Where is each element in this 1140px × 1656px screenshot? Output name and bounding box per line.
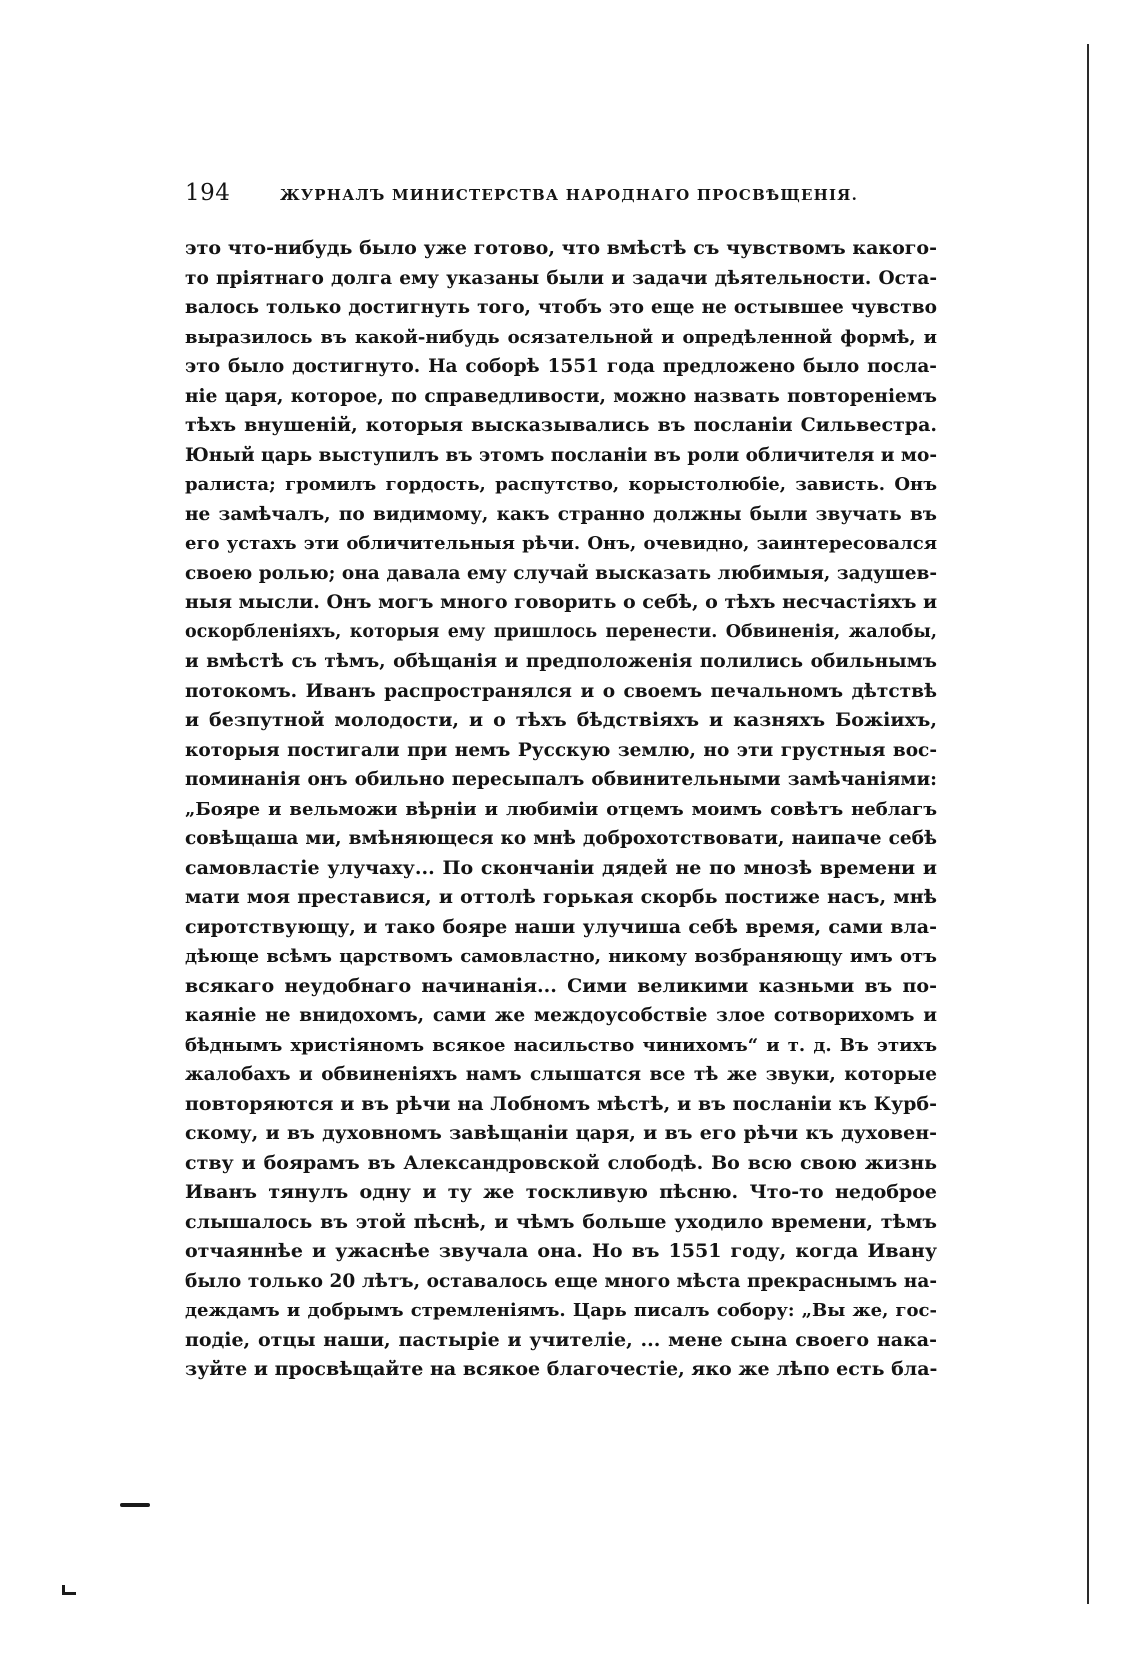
- body-text: [185, 234, 937, 1385]
- text-line: бѣднымъ христіяномъ всякое насильство чинихомъ“ и т. д. Въ этихъ: [185, 1034, 937, 1056]
- text-line: самовластіе улучаху... По скончаніи дядей не по мнозѣ времени и: [185, 856, 937, 879]
- text-line: подіе, отцы наши, пастыріе и учителіе, ... мене сына своего нака-: [185, 1328, 937, 1351]
- text-line: зуйте и просвѣщайте на всякое благочестіе, яко же лѣпо есть бла-: [185, 1358, 937, 1380]
- text-line: и безпутной молодости, и о тѣхъ бѣдствіяхъ и казняхъ Божіихъ,: [185, 709, 937, 731]
- scan-mark-dash: [120, 1503, 150, 1507]
- text-line: и вмѣстѣ съ тѣмъ, обѣщанія и предположенія полились обильнымъ: [185, 651, 937, 672]
- page-number: 194: [185, 180, 231, 206]
- text-line: сиротствующу, и тако бояре наши улучиша себѣ время, сами вла-: [185, 915, 937, 938]
- text-line: своею ролью; она давала ему случай высказать любимыя, задушев-: [185, 562, 937, 584]
- text-line: тѣхъ внушеній, которыя высказывались въ посланіи Сильвестра.: [185, 414, 937, 436]
- scan-mark-corner: [62, 1585, 76, 1595]
- text-line: ныя мысли. Онъ могъ много говорить о себѣ, о тѣхъ несчастіяхъ и: [185, 591, 937, 613]
- text-line: слышалось въ этой пѣснѣ, и чѣмъ больше уходило времени, тѣмъ: [185, 1210, 937, 1233]
- text-line: „Бояре и вельможи вѣрніи и любиміи отцемъ моимъ совѣтъ неблагъ: [185, 798, 937, 820]
- text-line: Иванъ тянулъ одну и ту же тоскливую пѣсню. Что-то недоброе: [185, 1181, 937, 1203]
- text-line: это что-нибудь было уже готово, что вмѣстѣ съ чувствомъ какого-: [185, 237, 937, 259]
- page-header: [185, 180, 945, 210]
- text-line: выразилось въ какой-нибудь осязательной и опредѣленной формѣ, и: [185, 326, 937, 348]
- text-line: ніе царя, которое, по справедливости, можно назвать повтореніемъ: [185, 385, 937, 407]
- text-line: было только 20 лѣтъ, оставалось еще много мѣста прекраснымъ на-: [185, 1270, 937, 1292]
- text-line: ралиста; громилъ гордость, распутство, корыстолюбіе, зависть. Онъ: [185, 474, 937, 495]
- text-line: всякаго неудобнаго начинанія... Сими великими казньми въ по-: [185, 974, 937, 997]
- text-line: валось только достигнуть того, чтобъ это еще не остывшее чувство: [185, 297, 937, 318]
- text-line: которыя постигали при немъ Русскую землю, но эти грустныя вос-: [185, 739, 937, 761]
- text-line: оскорбленіяхъ, которыя ему пришлось перенести. Обвиненія, жалобы,: [185, 621, 937, 642]
- text-line: повторяются и въ рѣчи на Лобномъ мѣстѣ, и въ посланіи къ Курб-: [185, 1092, 937, 1115]
- text-line: отчаяннѣе и ужаснѣе звучала она. Но въ 1551 году, когда Ивану: [185, 1240, 937, 1262]
- text-line: жалобахъ и обвиненіяхъ намъ слышатся все тѣ же звуки, которые: [185, 1064, 937, 1085]
- text-line: потокомъ. Иванъ распространялся и о своемъ печальномъ дѣтствѣ: [185, 680, 937, 702]
- text-line: дѣюще всѣмъ царствомъ самовластно, никому возбраняющу имъ отъ: [185, 946, 937, 967]
- text-line: это было достигнуто. На соборѣ 1551 года предложено было посла-: [185, 356, 937, 377]
- text-line: совѣщаша ми, вмѣняющеся ко мнѣ доброхотствовати, наипаче себѣ: [185, 828, 937, 849]
- text-line: поминанія онъ обильно пересыпалъ обвинительными замѣчаніями:: [185, 769, 937, 790]
- text-line: каяніе не внидохомъ, сами же междоусобствіе злое сотворихомъ и: [185, 1005, 937, 1026]
- text-line: мати моя преставися, и оттолѣ горькая скорбь постиже насъ, мнѣ: [185, 886, 937, 908]
- page-edge-line: [1087, 44, 1089, 1604]
- text-line: ству и боярамъ въ Александровской слободѣ. Во всю свою жизнь: [185, 1151, 937, 1174]
- text-line: его устахъ эти обличительныя рѣчи. Онъ, очевидно, заинтересовался: [185, 533, 937, 554]
- text-line: не замѣчалъ, по видимому, какъ странно должны были звучать въ: [185, 503, 937, 525]
- text-line: скому, и въ духовномъ завѣщаніи царя, и въ его рѣчи къ духовен-: [185, 1122, 937, 1144]
- running-title: ЖУРНАЛЪ МИНИСТЕРСТВА НАРОДНАГО ПРОСВѢЩЕНІЯ.: [280, 186, 859, 204]
- text-line: то пріятнаго долга ему указаны были и задачи дѣятельности. Оста-: [185, 267, 937, 289]
- text-line: Юный царь выступилъ въ этомъ посланіи въ роли обличителя и мо-: [185, 444, 937, 466]
- text-line: деждамъ и добрымъ стремленіямъ. Царь писалъ собору: „Вы же, гос-: [185, 1300, 937, 1321]
